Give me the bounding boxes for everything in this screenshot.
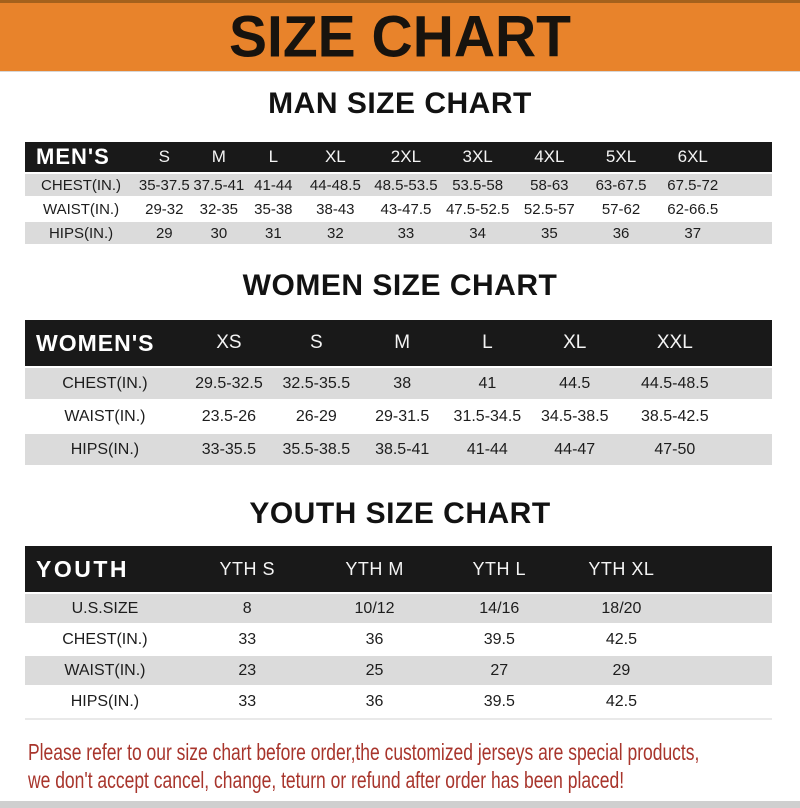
section-youth [0, 496, 800, 720]
column-header-s: S [158, 147, 170, 166]
column-header-yth-m: YTH M [345, 558, 404, 579]
youth-header-row [25, 546, 772, 592]
size-value-cell: 34 [469, 224, 486, 242]
disclaimer-line-1: Please refer to our size chart before order,the customized jerseys are special products, [28, 739, 700, 765]
row-spacer-cell [729, 174, 772, 196]
header-spacer-cell [729, 142, 772, 172]
column-header-xxl: XXL [656, 332, 693, 353]
column-header-yth-l: YTH L [472, 558, 527, 579]
size-value-cell: 36 [612, 224, 630, 242]
size-value-cell: 29 [155, 224, 173, 242]
youth-section-heading: YOUTH SIZE CHART [249, 497, 551, 530]
size-value-cell: 39.5 [483, 630, 515, 648]
men-size-table [25, 140, 772, 246]
size-value-cell: 32 [327, 224, 344, 242]
size-value-cell: 23 [238, 661, 257, 679]
row-label: HIPS(IN.) [70, 692, 140, 710]
table-row [25, 434, 772, 465]
size-value-cell: 8 [242, 599, 252, 617]
row-label: U.S.SIZE [71, 599, 139, 617]
size-value-cell: 52.5-57 [523, 200, 575, 218]
size-value-cell: 44-47 [554, 440, 596, 458]
header-spacer-cell [684, 546, 772, 592]
table-row [25, 687, 772, 716]
size-value-cell: 27 [490, 661, 509, 679]
women-section-heading: WOMEN SIZE CHART [242, 269, 558, 302]
section-women [0, 268, 800, 467]
table-row [25, 174, 772, 196]
row-label: WAIST(IN.) [64, 407, 146, 425]
size-value-cell: 29 [612, 661, 631, 679]
row-spacer-cell [730, 434, 772, 465]
size-value-cell: 32-35 [199, 200, 239, 218]
row-spacer-cell [730, 368, 772, 399]
size-value-cell: 23.5-26 [201, 407, 257, 425]
size-value-cell: 30 [210, 224, 228, 242]
size-value-cell: 47-50 [654, 440, 696, 458]
section-men [0, 86, 800, 246]
size-value-cell: 44.5-48.5 [641, 374, 709, 392]
size-value-cell: 38.5-42.5 [641, 407, 709, 425]
size-value-cell: 38 [393, 374, 412, 392]
column-header-yth-s: YTH S [219, 558, 275, 579]
column-header-m: M [211, 147, 226, 166]
size-value-cell: 67.5-72 [667, 176, 719, 194]
size-value-cell: 31.5-34.5 [453, 407, 522, 425]
row-spacer-cell [684, 687, 772, 716]
row-spacer-cell [684, 625, 772, 654]
size-value-cell: 31 [265, 224, 282, 242]
banner [0, 0, 800, 72]
table-row [25, 656, 772, 685]
column-header-l: L [482, 332, 493, 353]
size-value-cell: 36 [365, 630, 384, 648]
size-value-cell: 41 [478, 374, 497, 392]
size-value-cell: 48.5-53.5 [374, 176, 438, 194]
column-header-l: L [268, 147, 279, 166]
row-spacer-cell [684, 594, 772, 623]
youth-size-table [25, 544, 772, 720]
column-header-xl: XL [563, 332, 587, 353]
column-header-3xl: 3XL [462, 147, 493, 166]
table-row [25, 625, 772, 654]
size-value-cell: 33 [238, 630, 257, 648]
size-value-cell: 57-62 [601, 200, 641, 218]
size-value-cell: 42.5 [605, 692, 637, 710]
disclaimer-line-2: we don't accept cancel, change, teturn or refund after order has been placed! [28, 767, 625, 793]
size-value-cell: 38-43 [316, 200, 355, 218]
size-value-cell: 35 [540, 224, 558, 242]
size-value-cell: 63-67.5 [595, 176, 647, 194]
row-label: HIPS(IN.) [70, 440, 140, 458]
size-value-cell: 14/16 [479, 599, 520, 617]
row-label: CHEST(IN.) [41, 176, 122, 194]
size-value-cell: 44-48.5 [309, 176, 361, 194]
column-header-xs: XS [216, 332, 242, 353]
size-value-cell: 37.5-41 [193, 176, 245, 194]
women-size-table [25, 318, 772, 467]
size-value-cell: 42.5 [605, 630, 637, 648]
size-value-cell: 18/20 [601, 599, 642, 617]
size-value-cell: 39.5 [483, 692, 515, 710]
row-spacer-cell [729, 198, 772, 220]
size-value-cell: 47.5-52.5 [445, 200, 510, 218]
row-spacer-cell [730, 401, 772, 432]
column-header-4xl: 4XL [534, 147, 565, 166]
size-value-cell: 35-37.5 [138, 176, 190, 194]
size-value-cell: 29.5-32.5 [195, 374, 263, 392]
bottom-edge-strip [0, 801, 800, 808]
size-value-cell: 33 [397, 224, 415, 242]
size-value-cell: 62-66.5 [667, 200, 719, 218]
table-row [25, 198, 772, 220]
size-value-cell: 58-63 [530, 176, 569, 194]
table-group-label: MEN'S [36, 144, 110, 169]
size-value-cell: 38.5-41 [375, 440, 430, 458]
table-row [25, 368, 772, 399]
size-value-cell: 35.5-38.5 [282, 440, 351, 458]
size-value-cell: 34.5-38.5 [540, 407, 609, 425]
banner-title: SIZE CHART [229, 3, 571, 70]
disclaimer [28, 738, 800, 794]
row-label: HIPS(IN.) [48, 224, 114, 242]
men-header-row [25, 142, 772, 172]
size-value-cell: 44.5 [559, 374, 591, 392]
size-value-cell: 36 [365, 692, 384, 710]
size-value-cell: 35-38 [254, 200, 293, 218]
table-group-label: YOUTH [36, 555, 129, 582]
column-header-yth-xl: YTH XL [588, 558, 655, 579]
size-value-cell: 41-44 [254, 176, 293, 194]
size-value-cell: 26-29 [295, 407, 337, 425]
size-value-cell: 43-47.5 [380, 200, 432, 218]
column-header-s: S [309, 332, 323, 353]
size-value-cell: 41-44 [466, 440, 508, 458]
column-header-5xl: 5XL [605, 147, 637, 166]
column-header-6xl: 6XL [677, 147, 708, 166]
table-row [25, 401, 772, 432]
size-value-cell: 53.5-58 [452, 176, 504, 194]
column-header-xl: XL [324, 147, 346, 166]
table-group-label: WOMEN'S [36, 329, 155, 356]
size-value-cell: 33-35.5 [201, 440, 257, 458]
column-header-m: M [394, 332, 411, 353]
size-value-cell: 25 [365, 661, 384, 679]
table-row [25, 222, 772, 244]
size-value-cell: 29-31.5 [375, 407, 430, 425]
size-value-cell: 33 [238, 692, 257, 710]
row-spacer-cell [729, 222, 772, 244]
header-spacer-cell [730, 320, 772, 366]
size-value-cell: 10/12 [354, 599, 395, 617]
size-value-cell: 32.5-35.5 [282, 374, 351, 392]
size-value-cell: 29-32 [145, 200, 184, 218]
row-label: WAIST(IN.) [64, 661, 146, 679]
row-label: CHEST(IN.) [62, 374, 148, 392]
row-label: WAIST(IN.) [42, 200, 120, 218]
size-value-cell: 37 [684, 224, 702, 242]
row-label: CHEST(IN.) [62, 630, 148, 648]
column-header-2xl: 2XL [390, 147, 422, 166]
table-row [25, 594, 772, 623]
row-spacer-cell [684, 656, 772, 685]
women-header-row [25, 320, 772, 366]
men-section-heading: MAN SIZE CHART [268, 87, 532, 120]
